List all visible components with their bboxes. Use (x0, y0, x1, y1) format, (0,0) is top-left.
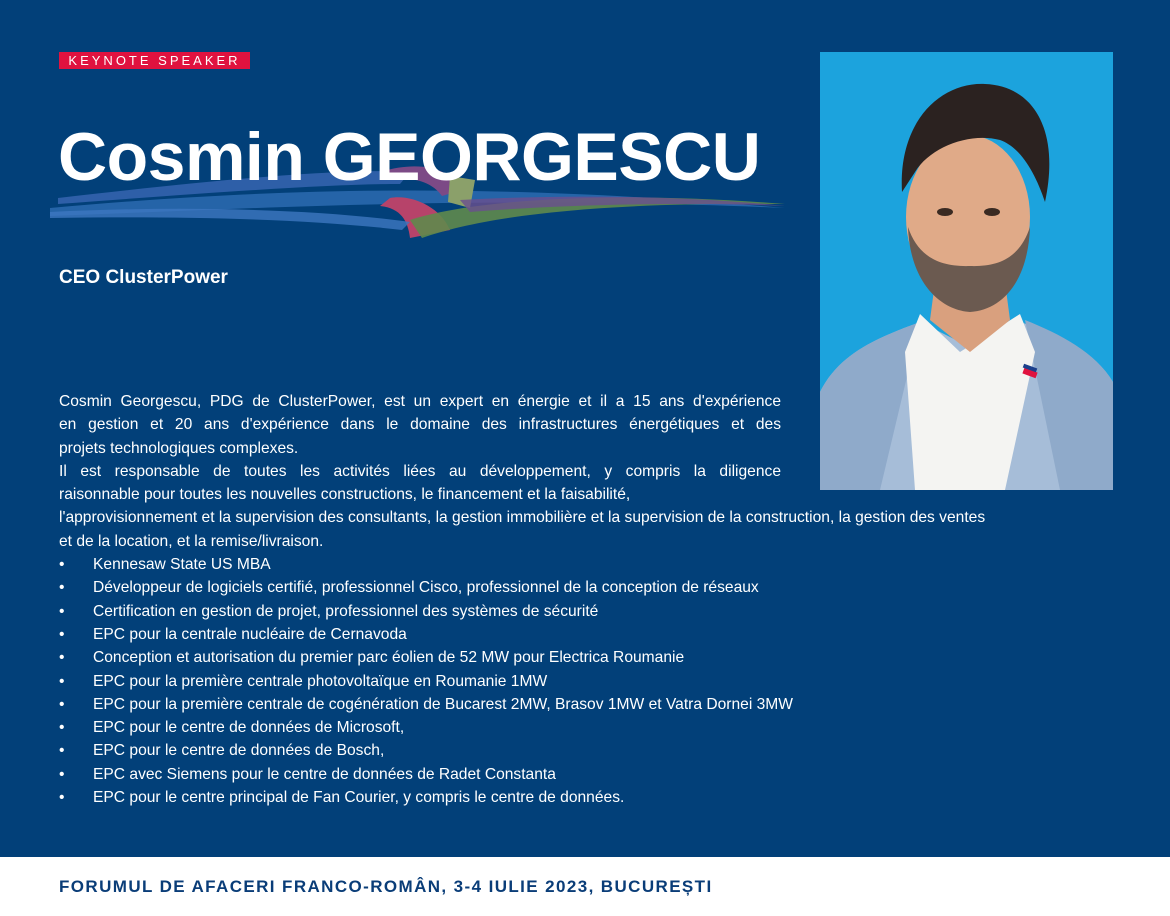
speaker-role: CEO ClusterPower (59, 267, 228, 288)
list-item: • Kennesaw State US MBA (59, 553, 1113, 576)
list-item: • EPC pour la première centrale de cogénération de Bucarest 2MW, Brasov 1MW et Vatra Dornei 3MW (59, 693, 1113, 716)
list-item: • Conception et autorisation du premier parc éolien de 52 MW pour Electrica Roumanie (59, 646, 1113, 669)
bio-line: projets technologiques complexes. (59, 439, 299, 457)
bio-line: Cosmin Georgescu, PDG de ClusterPower, est un expert en énergie et il a 15 ans d'expérience (59, 393, 781, 410)
bio-line: Il est responsable de toutes les activités liées au développement, y compris la diligence (59, 462, 781, 480)
bio-line: raisonnable pour toutes les nouvelles constructions, le financement et la faisabilité, (59, 486, 631, 504)
achievements-list (59, 553, 1113, 809)
speaker-name: Cosmin GEORGESCU (58, 119, 761, 195)
list-item: • Certification en gestion de projet, professionnel des systèmes de sécurité (59, 600, 1113, 623)
list-item: • EPC avec Siemens pour le centre de données de Radet Constanta (59, 763, 1113, 786)
bio-line: l'approvisionnement et la supervision des consultants, la gestion immobilière et la supervision de la construction, la gestion des ventes (59, 509, 986, 527)
list-item: • EPC pour le centre de données de Microsoft, (59, 716, 1113, 739)
list-item: • EPC pour le centre principal de Fan Courier, y compris le centre de données. (59, 786, 1113, 809)
list-item: • EPC pour la première centrale photovoltaïque en Roumanie 1MW (59, 670, 1113, 693)
keynote-speaker-tag: KEYNOTE SPEAKER (59, 52, 250, 69)
event-footer: FORUMUL DE AFACERI FRANCO-ROMÂN, 3-4 IULIE 2023, BUCUREȘTI (59, 877, 713, 896)
list-item: • EPC pour le centre de données de Bosch, (59, 739, 1113, 762)
list-item: • EPC pour la centrale nucléaire de Cernavoda (59, 623, 1113, 646)
speaker-biography (59, 390, 1113, 809)
list-item: • Développeur de logiciels certifié, professionnel Cisco, professionnel de la conception de réseaux (59, 576, 1113, 599)
bio-line: et de la location, et la remise/livraison. (59, 532, 324, 550)
bio-line: en gestion et 20 ans d'expérience dans le domaine des infrastructures énergétiques et des (59, 416, 781, 434)
